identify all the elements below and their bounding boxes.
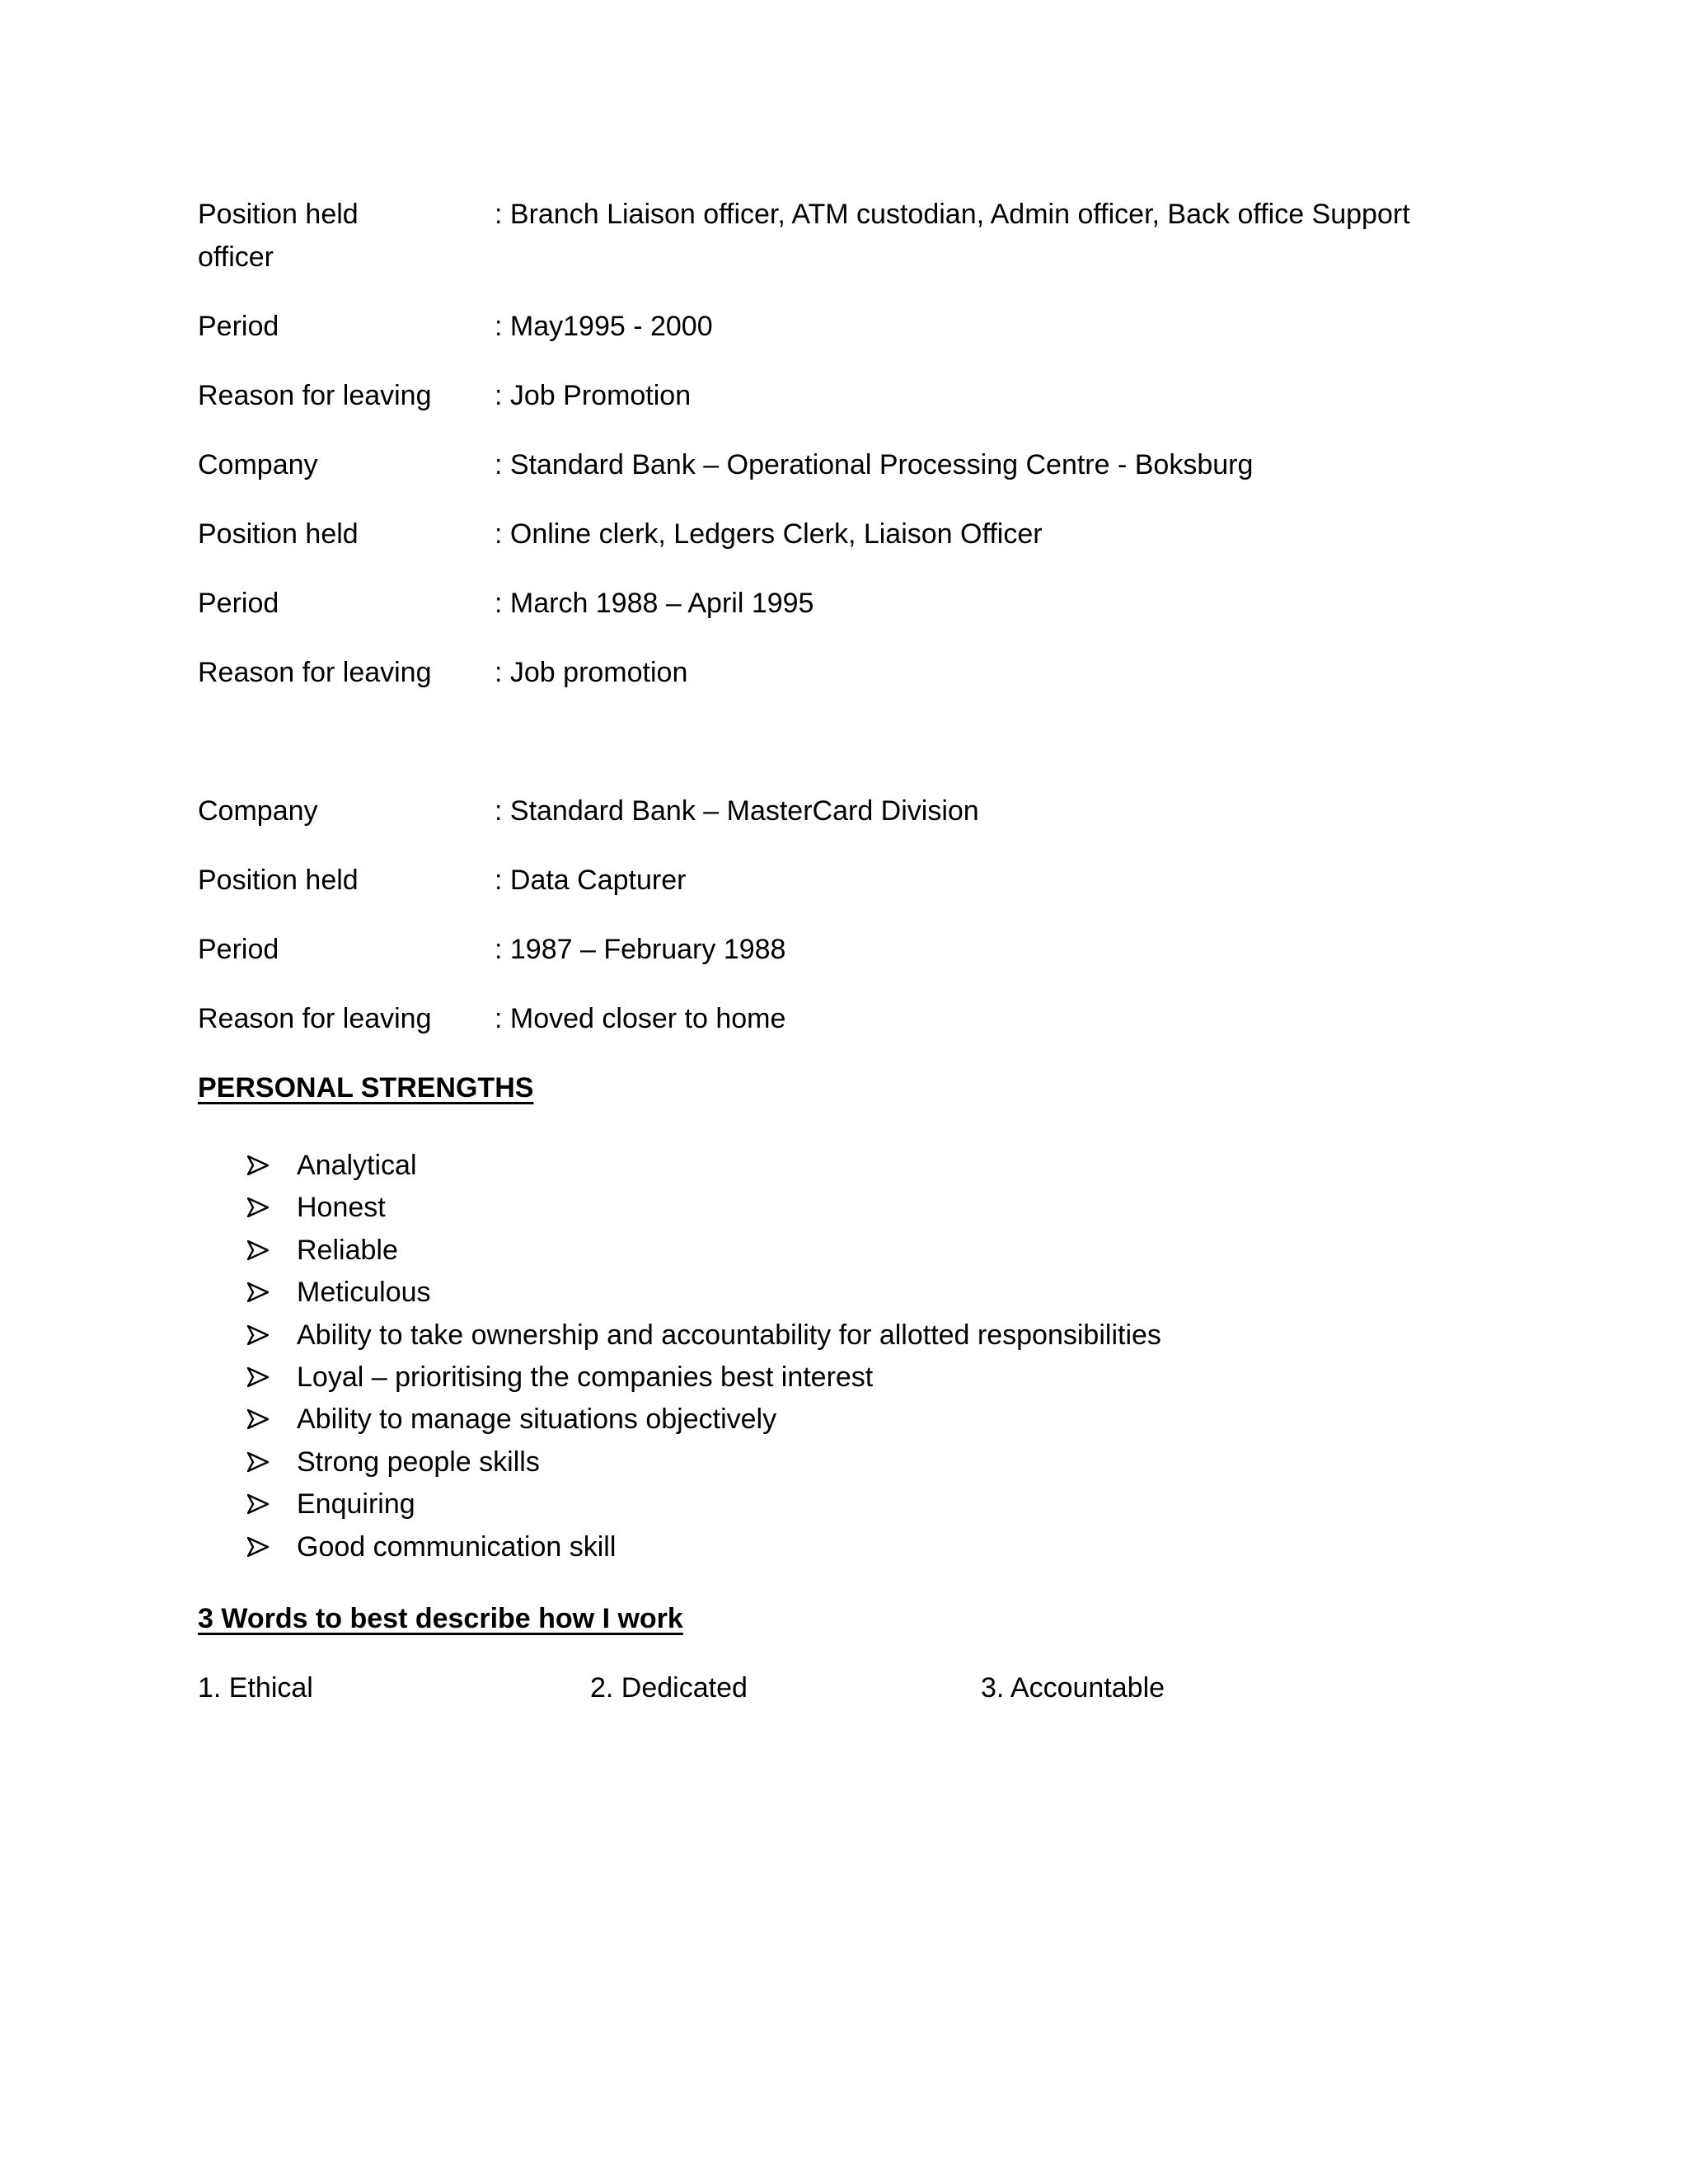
field-value: : Job Promotion: [495, 380, 692, 411]
field-value-continuation: officer: [198, 241, 274, 273]
list-item-text: Ability to take ownership and accountability for allotted responsibilities: [297, 1319, 1161, 1351]
arrowhead-bullet-icon: [247, 1197, 269, 1217]
field-label: Company: [198, 449, 318, 480]
list-item-text: Ability to manage situations objectively: [297, 1404, 777, 1436]
section-heading-work-words: 3 Words to best describe how I work: [198, 1603, 683, 1634]
field-value: : Standard Bank – Operational Processing Centre - Boksburg: [495, 449, 1254, 480]
field-value: : Branch Liaison officer, ATM custodian, Admin officer, Back office Support: [495, 199, 1410, 230]
arrowhead-bullet-icon: [247, 1537, 269, 1557]
list-item-text: Meticulous: [297, 1277, 431, 1309]
arrowhead-bullet-icon: [247, 1282, 269, 1302]
arrowhead-bullet-icon: [247, 1155, 269, 1175]
work-word-1: 1. Ethical: [198, 1672, 313, 1704]
field-label: Reason for leaving: [198, 1003, 432, 1034]
list-item-text: Strong people skills: [297, 1446, 540, 1478]
field-value: : Online clerk, Ledgers Clerk, Liaison Officer: [495, 518, 1043, 550]
field-label: Period: [198, 311, 279, 342]
work-word-3: 3. Accountable: [981, 1672, 1165, 1704]
field-label: Reason for leaving: [198, 380, 432, 411]
list-item-text: Honest: [297, 1192, 386, 1224]
field-label: Position held: [198, 518, 359, 550]
field-value: : Moved closer to home: [495, 1003, 786, 1034]
arrowhead-bullet-icon: [247, 1325, 269, 1345]
field-label: Position held: [198, 199, 359, 230]
arrowhead-bullet-icon: [247, 1367, 269, 1387]
field-value: : Job promotion: [495, 657, 688, 688]
list-item-text: Analytical: [297, 1150, 417, 1181]
field-value: : 1987 – February 1988: [495, 934, 786, 965]
field-value: : Standard Bank – MasterCard Division: [495, 795, 979, 827]
field-value: : May1995 - 2000: [495, 311, 713, 342]
field-value: : March 1988 – April 1995: [495, 588, 814, 619]
field-label: Reason for leaving: [198, 657, 432, 688]
work-word-2: 2. Dedicated: [590, 1672, 748, 1704]
arrowhead-bullet-icon: [247, 1240, 269, 1260]
list-item-text: Loyal – prioritising the companies best interest: [297, 1361, 874, 1393]
field-label: Company: [198, 795, 318, 827]
list-item-text: Enquiring: [297, 1488, 415, 1521]
field-label: Period: [198, 934, 279, 965]
arrowhead-bullet-icon: [247, 1409, 269, 1429]
field-label: Position held: [198, 865, 359, 896]
section-heading-personal-strengths: PERSONAL STRENGTHS: [198, 1072, 534, 1104]
list-item-text: Reliable: [297, 1234, 398, 1266]
arrowhead-bullet-icon: [247, 1494, 269, 1514]
arrowhead-bullet-icon: [247, 1452, 269, 1472]
list-item-text: Good communication skill: [297, 1530, 617, 1563]
field-value: : Data Capturer: [495, 865, 687, 896]
field-label: Period: [198, 588, 279, 619]
